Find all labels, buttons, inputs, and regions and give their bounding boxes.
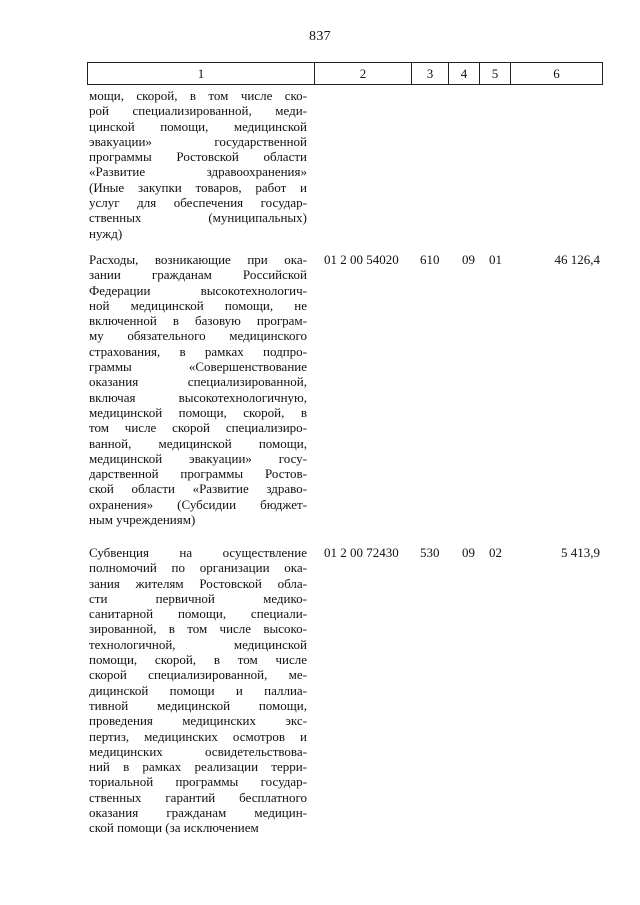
description-line: скорой специализированной, ме- [89, 667, 307, 683]
column-header-4: 4 [449, 63, 480, 85]
column-header-row [88, 63, 603, 85]
description-line: граммы «Совершенствование [89, 359, 307, 375]
description-line: ской помощи (за исключением [89, 820, 259, 836]
description-line: Расходы, возникающие при ока- [89, 252, 307, 267]
description-line: включая высокотехнологичную, [89, 389, 307, 405]
description-line: ственных гарантий бесплатного [89, 789, 307, 805]
description-line: пертиз, медицинских осмотров и [89, 728, 307, 744]
description-line: санитарной помощи, специали- [89, 606, 307, 622]
description-line: полномочий по организации ока- [89, 560, 307, 576]
description-line: медицинских освидетельствова- [89, 743, 307, 759]
description-line: услуг для обеспечения государ- [89, 195, 307, 211]
description-line: медицинской помощи, скорой, в [89, 404, 307, 420]
description-line: ториальной программы государ- [89, 774, 307, 790]
column-header-3: 3 [412, 63, 449, 85]
description-line: том числе скорой специализиро- [89, 420, 307, 436]
description-line: проведения медицинских экс- [89, 713, 307, 729]
description-line: ванной, медицинской помощи, [89, 435, 307, 451]
description-line: ной медицинской помощи, не [89, 297, 307, 313]
description-line: сти первичной медико- [89, 590, 307, 606]
column-header-6: 6 [511, 63, 603, 85]
description-line: технологичной, медицинской [89, 636, 307, 652]
description-line: эвакуации» государственной [89, 133, 307, 149]
row-description [89, 252, 307, 527]
description-line: страхования, в рамках подпро- [89, 343, 307, 359]
description-line: цинской помощи, медицинской [89, 118, 307, 134]
column-header-5: 5 [480, 63, 511, 85]
description-line: ным учреждениям) [89, 512, 196, 528]
description-line: дицинской помощи и паллиа- [89, 682, 307, 698]
description-line: «Развитие здравоохранения» [89, 164, 307, 180]
description-line: ний в рамках реализации терри- [89, 759, 307, 775]
description-line: программы Ростовской области [89, 149, 307, 165]
subsection-code: 01 [489, 252, 502, 267]
description-line: зании гражданам Российской [89, 267, 307, 283]
description-line: ственных (муниципальных) [89, 210, 307, 226]
description-line: оказания специализированной, [89, 374, 307, 390]
column-header-1: 1 [88, 63, 315, 85]
description-line: Федерации высокотехнологич- [89, 282, 307, 298]
table-row [89, 88, 601, 241]
description-line: оказания гражданам медицин- [89, 805, 307, 821]
column-header-table [87, 62, 603, 85]
description-line: рой специализированной, меди- [89, 103, 307, 119]
subsection-code: 02 [489, 545, 502, 560]
row-description [89, 88, 307, 241]
column-header-2: 2 [315, 63, 412, 85]
section-code: 09 [462, 252, 475, 267]
description-line: ской области «Развитие здраво- [89, 481, 307, 497]
expense-type-code: 530 [420, 545, 440, 560]
description-line: зания жителям Ростовской обла- [89, 575, 307, 591]
target-article-code: 01 2 00 72430 [324, 545, 399, 560]
target-article-code: 01 2 00 54020 [324, 252, 399, 267]
amount-value: 46 126,4 [554, 252, 600, 267]
description-line: (Иные закупки товаров, работ и [89, 179, 307, 195]
description-line: мощи, скорой, в том числе ско- [89, 88, 307, 103]
section-code: 09 [462, 545, 475, 560]
description-line: включенной в базовую програм- [89, 313, 307, 329]
description-line: тивной медицинской помощи, [89, 697, 307, 713]
table-row [89, 545, 601, 836]
description-line: нужд) [89, 225, 123, 241]
expense-type-code: 610 [420, 252, 440, 267]
description-line: му обязательного медицинского [89, 328, 307, 344]
description-line: помощи, скорой, в том числе [89, 652, 307, 668]
description-line: зированной, в том числе высоко- [89, 621, 307, 637]
description-line: медицинской эвакуации» госу- [89, 450, 307, 466]
page-number: 837 [309, 29, 331, 44]
description-line: охранения» (Субсидии бюджет- [89, 496, 307, 512]
row-description [89, 545, 307, 836]
description-line: Субвенция на осуществление [89, 545, 307, 560]
amount-value: 5 413,9 [561, 545, 600, 560]
table-row [89, 252, 601, 527]
description-line: дарственной программы Ростов- [89, 466, 307, 482]
